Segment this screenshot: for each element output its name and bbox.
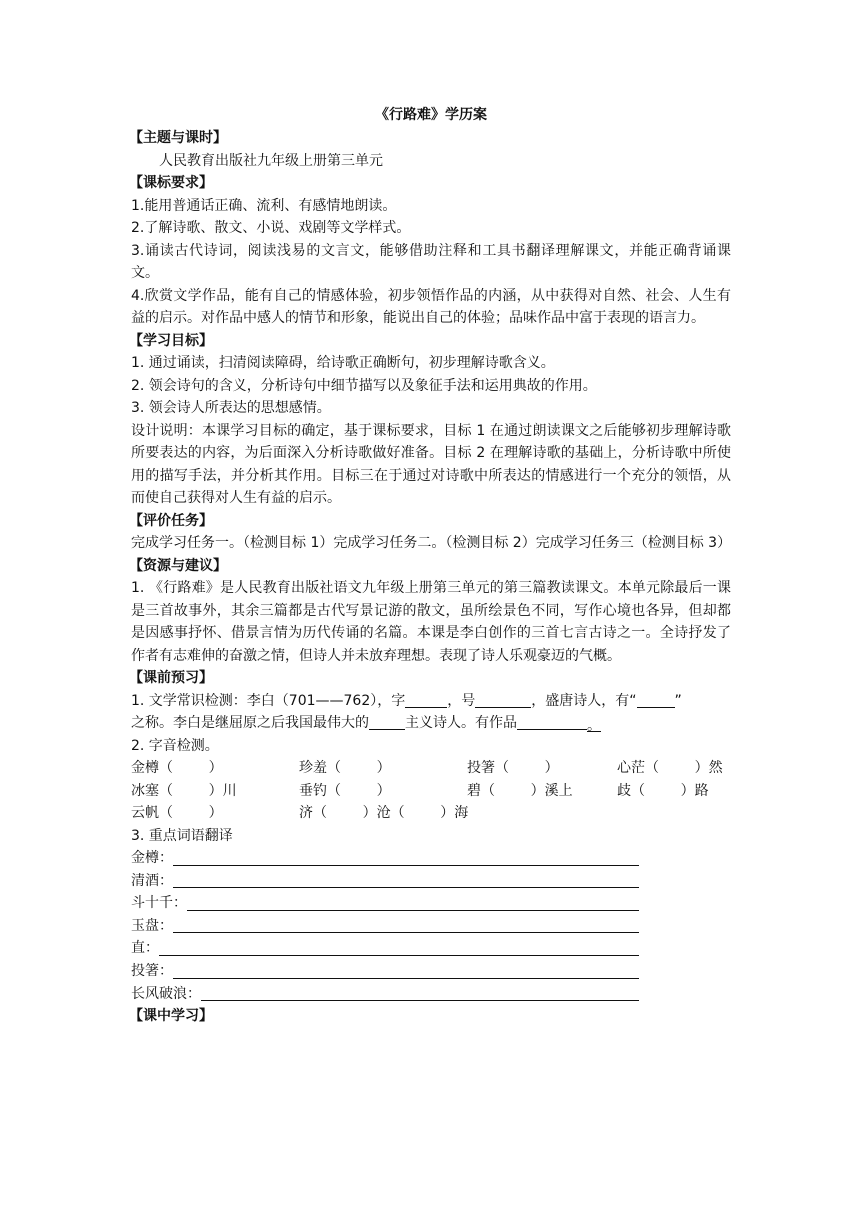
design-note: 设计说明：本课学习目标的确定，基于课标要求，目标 1 在通过朗读课文之后能够初步理解诗歌所要表达的内容，为后面深入分析诗歌做好准备。目标 2 在理解诗歌的基础上，分析诗歌中所使用的描写手法，并分析其作用。目标三在于通过对诗歌中所表达的情感进行一个充分的领悟，从而使自己获得对人生有益的启示。 [131, 422, 731, 506]
pronunciation-row [131, 780, 731, 803]
resources-text: 1. 《行路难》是人民教育出版社语文九年级上册第三单元的第三篇教读课文。本单元除最后一课是三首故事外，其余三篇都是古代写景记游的散文，虽所绘景色不同，写作心境也各异，但却都是因感事抒怀、借景言情为历代传诵的名篇。本课是李白创作的三首七言古诗之一。全诗抒发了作者有志难伸的奋激之情，但诗人并未放弃理想。表现了诗人乐观豪迈的气概。 [131, 580, 731, 664]
pronunciation-row [131, 757, 731, 780]
vocab-row [131, 892, 639, 915]
fill-blank[interactable] [637, 691, 675, 708]
evaluation-heading: 【评价任务】 [129, 512, 213, 529]
fill-blank[interactable] [475, 691, 531, 708]
resources-heading: 【资源与建议】 [129, 557, 227, 574]
pronunciation-item: 心茫（ ）然 [617, 760, 723, 776]
fill-blank[interactable] [517, 713, 587, 730]
q1-text: 。 [587, 718, 601, 734]
document-title: 《行路难》学历案 [375, 107, 487, 123]
answer-line[interactable] [201, 999, 639, 1001]
vocab-term: 金樽： [131, 850, 173, 867]
literature-question [131, 690, 731, 735]
pronunciation-row [131, 802, 731, 825]
vocab-term: 直： [131, 940, 159, 957]
q1-text: 主义诗人。有作品 [405, 715, 517, 731]
answer-line[interactable] [159, 954, 639, 956]
answer-line[interactable] [187, 909, 639, 911]
answer-line[interactable] [173, 931, 639, 933]
answer-line[interactable] [173, 977, 639, 979]
pronunciation-item: 济（ ）沧（ ）海 [299, 805, 469, 821]
vocab-term: 玉盘： [131, 917, 173, 934]
evaluation-text: 完成学习任务一。（检测目标 1）完成学习任务二。（检测目标 2）完成学习任务三（检测目标 3） [131, 535, 732, 551]
curriculum-item: 4.欣赏文学作品，能有自己的情感体验，初步领悟作品的内涵，从中获得对自然、社会、人生有益的启示。对作品中感人的情节和形象，能说出自己的体验；品味作品中富于表现的语言力。 [131, 287, 731, 326]
q1-text: 之称。李白是继屈原之后我国最伟大的 [131, 715, 369, 731]
q1-text: ” [674, 692, 682, 709]
goal-item: 1. 通过诵读，扫清阅读障碍，给诗歌正确断句，初步理解诗歌含义。 [131, 355, 555, 371]
pronunciation-item: 云帆（ ） [131, 805, 223, 821]
pronunciation-item: 投箸（ ） [467, 760, 559, 776]
goal-item: 3. 领会诗人所表达的思想感情。 [131, 400, 331, 416]
vocab-row [131, 983, 639, 1006]
vocab-term: 斗十千： [131, 895, 187, 912]
theme-text: 人民教育出版社九年级上册第三单元 [159, 152, 383, 169]
pronunciation-item: 珍羞（ ） [299, 760, 391, 776]
q1-text: 1. 文学常识检测：李白（701——762），字 [131, 692, 406, 709]
pronunciation-item: 金樽（ ） [131, 760, 223, 776]
in-class-heading: 【课中学习】 [129, 1008, 213, 1025]
answer-line[interactable] [173, 864, 639, 866]
pronunciation-item: 歧（ ）路 [617, 782, 709, 799]
pronunciation-item: 碧（ ）溪上 [467, 782, 573, 799]
vocab-term: 投箸： [131, 963, 173, 980]
goal-item: 2. 领会诗句的含义，分析诗句中细节描写以及象征手法和运用典故的作用。 [131, 377, 597, 394]
vocab-term: 清酒： [131, 872, 173, 889]
document-content [131, 103, 731, 1028]
vocab-row [131, 937, 639, 960]
pronunciation-item: 冰塞（ ）川 [131, 782, 237, 799]
curriculum-heading: 【课标要求】 [129, 175, 213, 191]
theme-heading: 【主题与课时】 [129, 130, 227, 146]
vocab-row [131, 847, 639, 870]
curriculum-item: 1.能用普通话正确、流利、有感情地朗读。 [131, 197, 397, 214]
pronunciation-item: 垂钓（ ） [299, 782, 391, 799]
answer-line[interactable] [173, 886, 639, 888]
goals-heading: 【学习目标】 [129, 332, 213, 349]
preview-heading: 【课前预习】 [129, 670, 213, 686]
vocab-heading: 3. 重点词语翻译 [131, 827, 233, 844]
vocab-row [131, 960, 639, 983]
curriculum-item: 3.诵读古代诗词，阅读浅易的文言文，能够借助注释和工具书翻译理解课文，并能正确背诵课文。 [131, 242, 731, 281]
q1-text: ，号 [447, 692, 476, 709]
fill-blank[interactable] [405, 691, 447, 708]
pronunciation-heading: 2. 字音检测。 [131, 737, 219, 754]
q1-text: ，盛唐诗人，有“ [531, 692, 637, 709]
vocab-row [131, 870, 639, 893]
vocab-row [131, 915, 639, 938]
curriculum-item: 2.了解诗歌、散文、小说、戏剧等文学样式。 [131, 220, 411, 236]
fill-blank[interactable] [587, 715, 601, 732]
vocab-term: 长风破浪： [131, 985, 201, 1002]
fill-blank[interactable] [369, 713, 405, 730]
